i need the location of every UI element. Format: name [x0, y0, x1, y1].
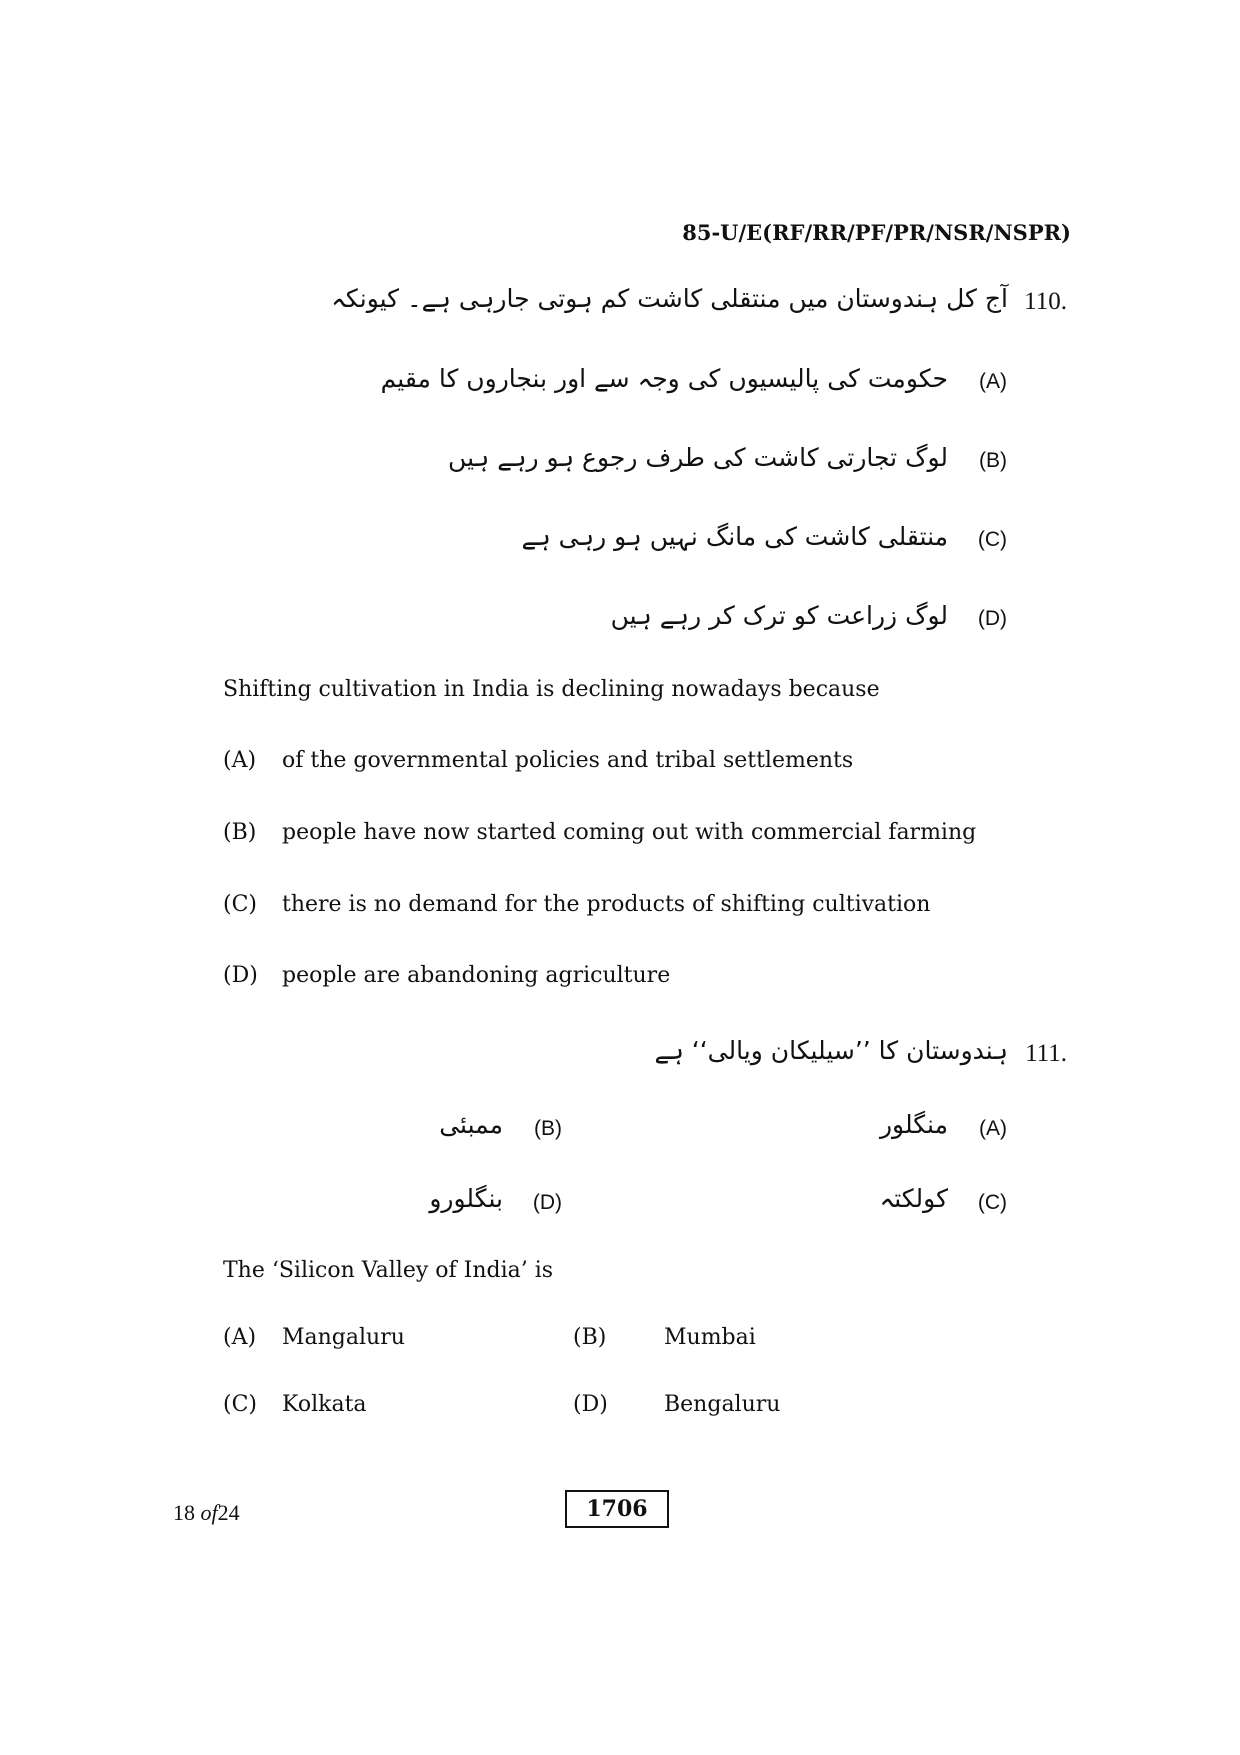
option-label: (D) [573, 1392, 608, 1417]
option-label: (A) [979, 1117, 1007, 1140]
question-111-urdu-option-b: ممبئی [439, 1110, 503, 1139]
option-label: (B) [979, 449, 1007, 472]
question-110-english-option-c: there is no demand for the products of shifting cultivation [282, 892, 931, 917]
question-111-english-option-b: Mumbai [664, 1325, 756, 1350]
question-110-urdu-option-d: لوگ زراعت کو ترک کر رہے ہیں [610, 601, 948, 630]
page-current: 18 [173, 1500, 195, 1525]
question-111-urdu-option-d: بنگلورو [429, 1184, 503, 1213]
question-number-110-urdu: 110. [1024, 288, 1067, 315]
question-number-111-urdu: 111. [1025, 1040, 1067, 1067]
option-label: (D) [532, 1191, 562, 1214]
page-number [173, 1500, 240, 1526]
booklet-code: 1706 [565, 1490, 669, 1528]
question-110-urdu-option-b: لوگ تجارتی کاشت کی طرف رجوع ہو رہے ہیں [448, 443, 948, 472]
option-label: (C) [223, 1392, 257, 1417]
question-111-english-option-a: Mangaluru [282, 1325, 405, 1350]
question-111-urdu: ہندوستان کا ’’سیلیکان ویالی‘‘ ہے [654, 1036, 1008, 1065]
option-label: (D) [223, 963, 258, 988]
question-111-english: The ‘Silicon Valley of India’ is [223, 1258, 554, 1283]
option-label: (A) [979, 370, 1007, 393]
question-110-english-option-d: people are abandoning agriculture [282, 963, 671, 988]
option-label: (A) [223, 748, 257, 773]
question-110-english-option-a: of the governmental policies and tribal settlements [282, 748, 854, 773]
question-110-urdu-option-a: حکومت کی پالیسیوں کی وجہ سے اور بنجاروں کا مقیم [380, 364, 948, 393]
question-111-urdu-option-a: منگلور [879, 1110, 948, 1139]
option-label: (A) [223, 1325, 257, 1350]
page-total: 24 [217, 1500, 240, 1525]
question-110-english: Shifting cultivation in India is declining nowadays because [223, 677, 880, 702]
question-111-urdu-option-c: کولکتہ [879, 1184, 948, 1213]
paper-code: 85-U/E(RF/RR/PF/PR/NSR/NSPR) [682, 220, 1071, 245]
question-110-urdu-option-c: منتقلی کاشت کی مانگ نہیں ہو رہی ہے [521, 522, 948, 551]
option-label: (C) [977, 1191, 1007, 1214]
option-label: (C) [223, 892, 257, 917]
page-of: of [200, 1500, 218, 1525]
question-111-english-option-d: Bengaluru [664, 1392, 781, 1417]
option-label: (B) [573, 1325, 607, 1350]
question-110-urdu: آج کل ہندوستان میں منتقلی کاشت کم ہوتی جارہی ہے۔ کیونکہ [331, 284, 1008, 313]
option-label: (B) [223, 820, 257, 845]
option-label: (D) [977, 607, 1007, 630]
option-label: (B) [534, 1117, 562, 1140]
question-110-english-option-b: people have now started coming out with commercial farming [282, 820, 977, 845]
option-label: (C) [977, 528, 1007, 551]
question-111-english-option-c: Kolkata [282, 1392, 367, 1417]
